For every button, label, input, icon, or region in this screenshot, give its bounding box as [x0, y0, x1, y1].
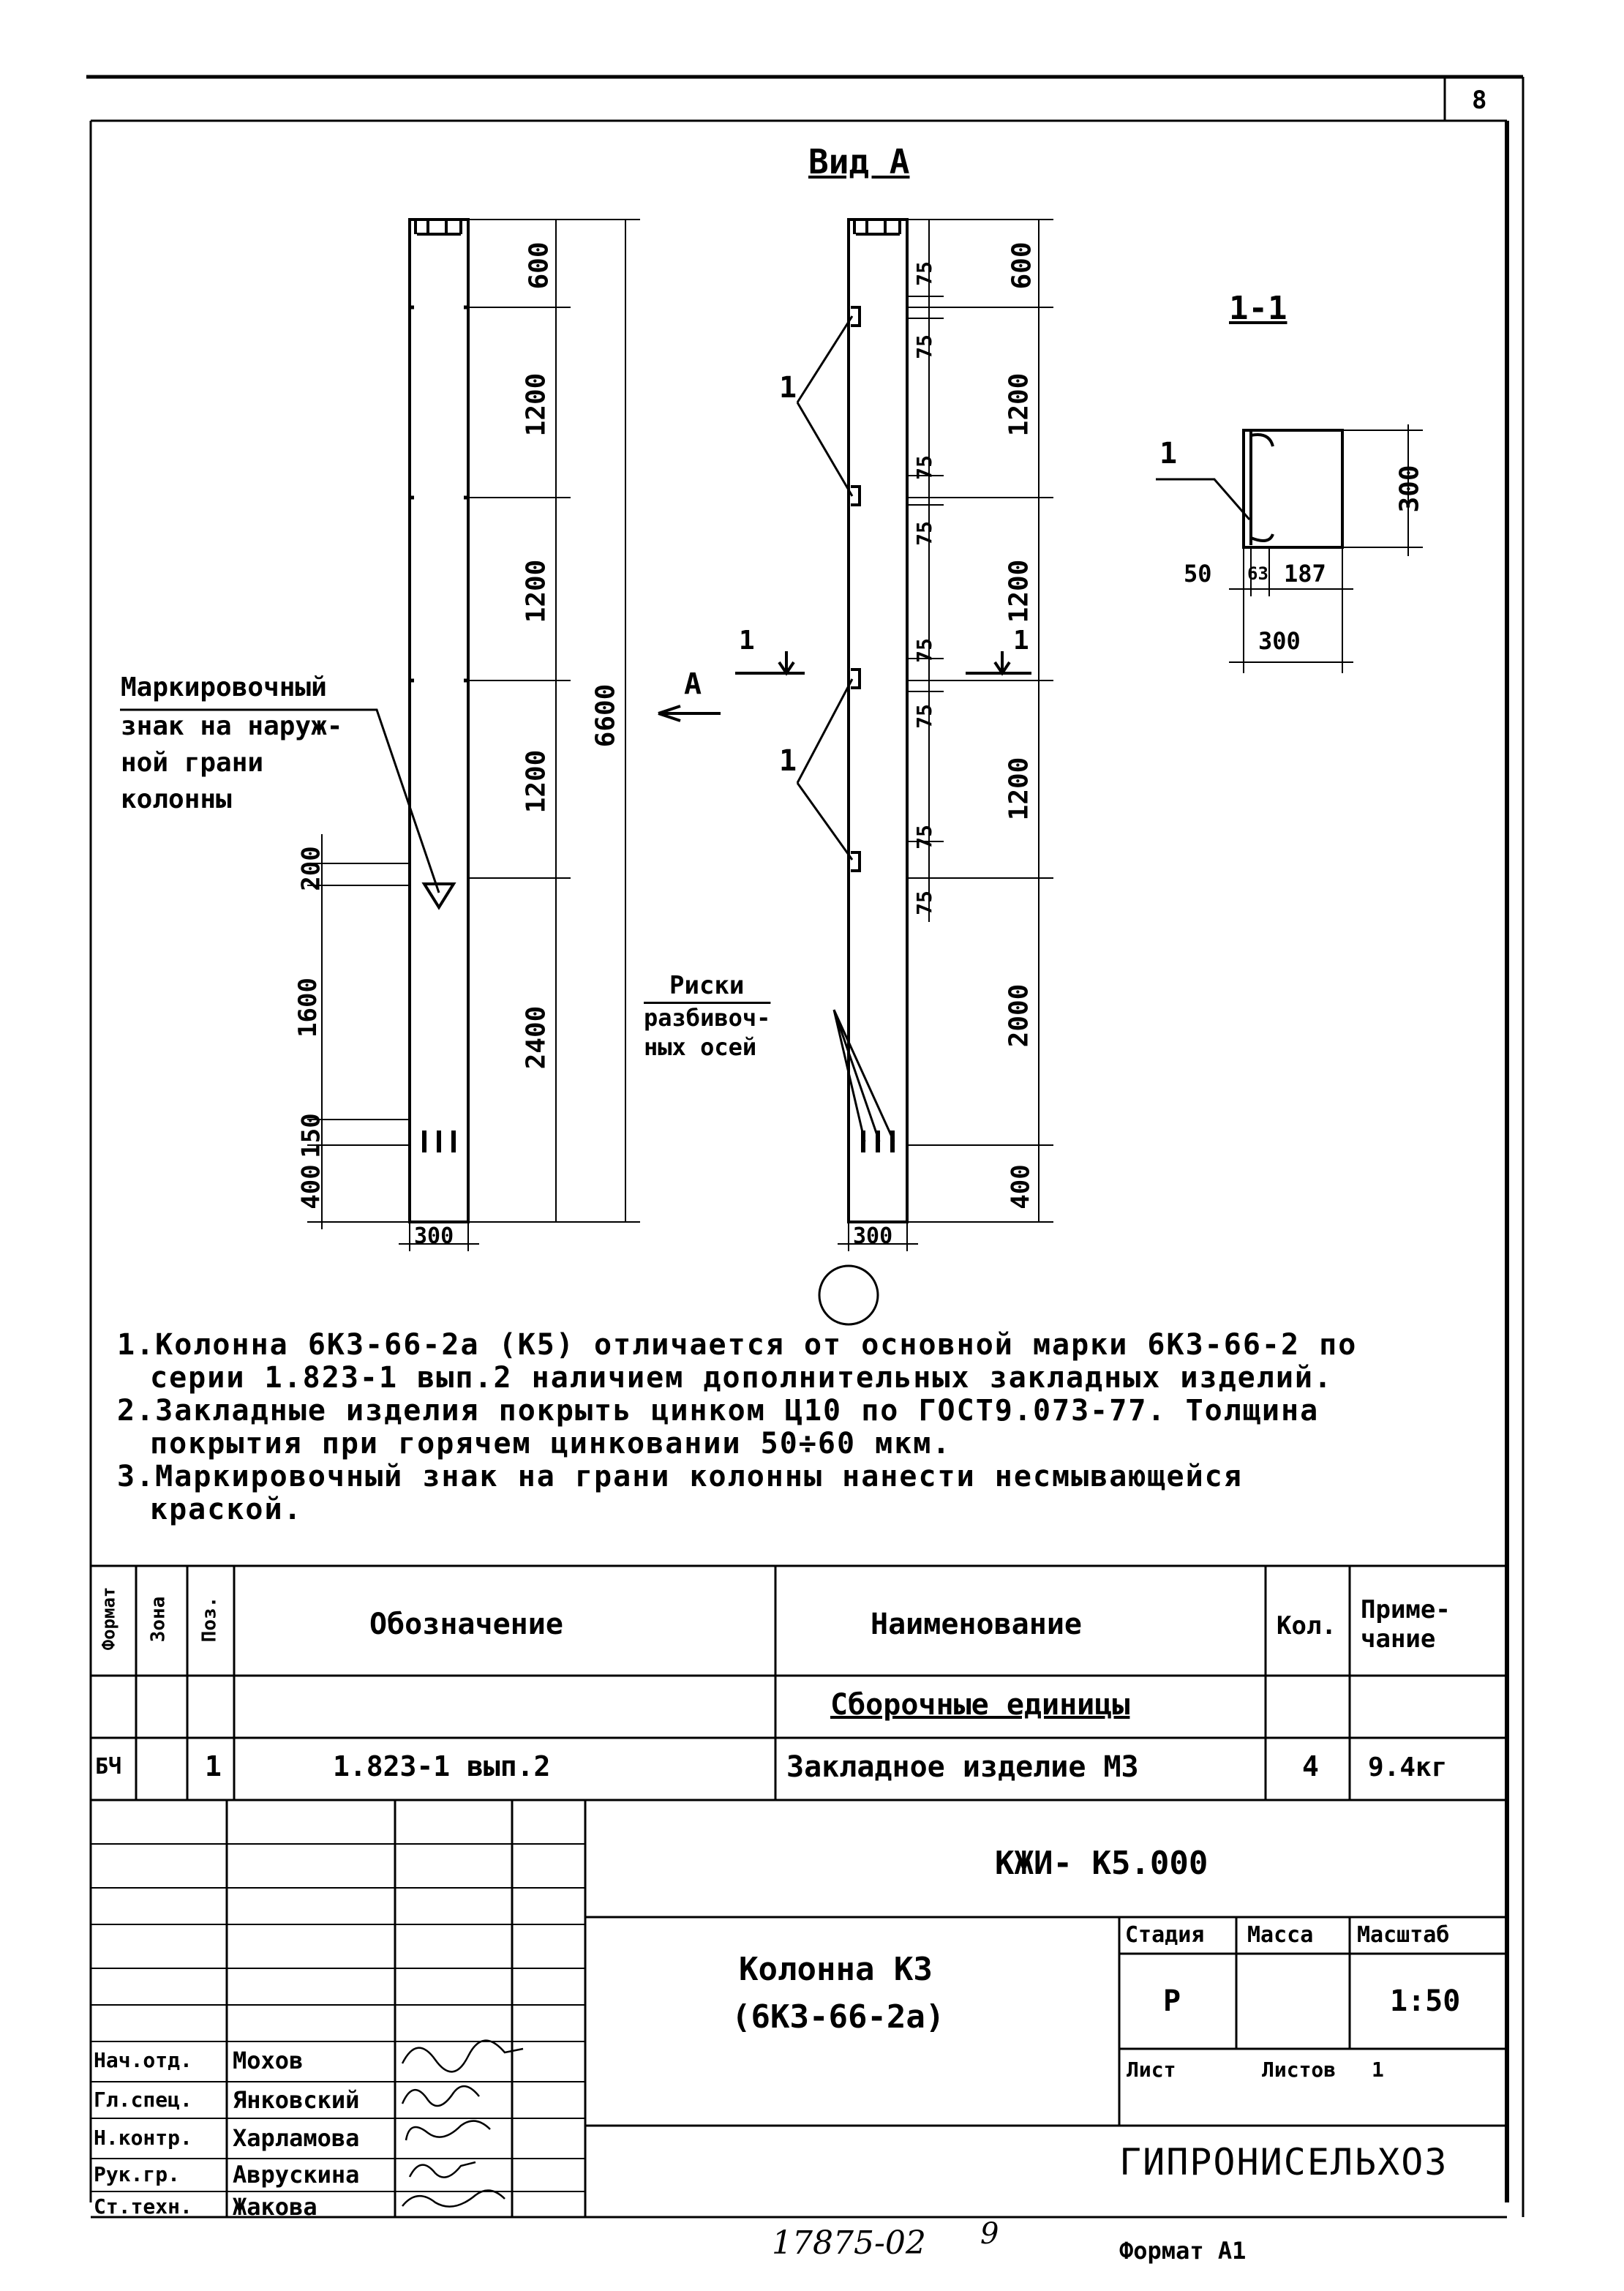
right-dim-75-h: 75 [911, 890, 936, 915]
left-dim-1200-c: 1200 [521, 749, 552, 814]
page-number: 9 [980, 2217, 999, 2251]
row-format: БЧ [95, 1754, 122, 1780]
row-note: 9.4кг [1368, 1752, 1448, 1782]
right-dim-75-d: 75 [911, 521, 936, 546]
note-2-line1: 2.Закладные изделия покрыть цинком Ц10 по ГОСТ9.073-77. Толщина [117, 1394, 1320, 1428]
row-qty: 4 [1302, 1750, 1319, 1782]
pos-one-upper: 1 [779, 371, 797, 405]
sheet-number: 8 [1472, 86, 1487, 115]
section-height: 300 [1394, 465, 1425, 513]
right-dim-75-f: 75 [911, 704, 936, 729]
sig-role-1: Нач.отд. [94, 2048, 192, 2072]
row-name: Закладное изделие М3 [786, 1750, 1139, 1784]
right-width: 300 [853, 1223, 893, 1249]
view-arrow-label: А [684, 667, 702, 701]
section-pos-one: 1 [1159, 437, 1178, 470]
section-dim-63: 63 [1247, 563, 1268, 584]
sig-name-5: Жакова [233, 2193, 317, 2221]
mass-label: Масса [1247, 1922, 1314, 1948]
risks-line3: ных осей [644, 1033, 757, 1061]
right-dim-1200-c: 1200 [1004, 757, 1034, 821]
header-pos: Поз. [198, 1596, 221, 1643]
sig-role-3: Н.контр. [94, 2126, 192, 2150]
right-dim-75-c: 75 [911, 455, 936, 480]
left-dim-overall: 6600 [590, 683, 621, 748]
item-mark: (6К3-66-2а) [732, 1998, 945, 2036]
document-code: КЖИ- К5.000 [995, 1845, 1208, 1882]
sig-name-1: Мохов [233, 2047, 304, 2074]
sig-name-4: Аврускина [233, 2161, 360, 2189]
marking-sign-line4: колонны [121, 784, 232, 814]
left-dim-1200-b: 1200 [521, 559, 552, 623]
sig-role-2: Гл.спец. [94, 2088, 192, 2112]
left-width: 300 [414, 1223, 454, 1249]
section-header-assembly: Сборочные единицы [830, 1688, 1130, 1722]
item-name: Колонна К3 [739, 1951, 933, 1988]
left-dim-200: 200 [296, 846, 326, 891]
marking-sign-line1: Маркировочный [121, 672, 327, 702]
left-dim-1200-a: 1200 [521, 372, 552, 437]
sig-name-3: Харламова [233, 2124, 360, 2152]
left-dim-400: 400 [296, 1164, 326, 1210]
right-dim-2000: 2000 [1004, 983, 1034, 1048]
row-pos: 1 [205, 1750, 222, 1782]
risks-line1: Риски [669, 971, 745, 1000]
risks-line2: разбивоч- [644, 1004, 771, 1032]
marking-sign-line3: ной грани [121, 748, 264, 778]
cut-mark-right: 1 [1013, 626, 1029, 656]
scale-label: Масштаб [1357, 1922, 1450, 1948]
inventory-number: 17875-02 [772, 2224, 926, 2262]
sig-role-4: Рук.гр. [94, 2162, 181, 2186]
right-dim-75-a: 75 [911, 261, 936, 286]
marking-sign-line2: знак на наруж- [121, 711, 343, 741]
section-title: 1-1 [1229, 290, 1287, 327]
view-title: Вид А [808, 142, 910, 181]
left-dim-1600: 1600 [293, 978, 323, 1038]
left-dim-150: 150 [296, 1113, 326, 1158]
handwritten-signatures [395, 2034, 527, 2210]
stage-value: Р [1163, 1984, 1181, 2018]
sheets-label: Листов [1262, 2058, 1337, 2082]
right-dim-400: 400 [1006, 1164, 1036, 1210]
section-dim-50: 50 [1184, 560, 1212, 588]
sheet-label: Лист [1127, 2058, 1176, 2082]
note-3-line1: 3.Маркировочный знак на грани колонны нанести несмывающейся [117, 1460, 1243, 1493]
right-dim-75-g: 75 [911, 825, 936, 850]
left-dim-600: 600 [524, 241, 555, 290]
header-qty: Кол. [1277, 1611, 1337, 1641]
right-dim-600: 600 [1007, 241, 1037, 290]
right-dim-1200-a: 1200 [1004, 372, 1034, 437]
sig-role-5: Ст.техн. [94, 2194, 192, 2219]
row-designation: 1.823-1 вып.2 [333, 1750, 551, 1782]
header-name: Наименование [871, 1608, 1082, 1641]
header-format: Формат [98, 1586, 119, 1651]
note-2-line2: покрытия при горячем цинковании 50÷60 мкм. [150, 1427, 952, 1461]
header-note: Приме- чание [1361, 1595, 1451, 1654]
sheets-value: 1 [1372, 2058, 1384, 2082]
pos-one-lower: 1 [779, 744, 797, 778]
note-1-line2: серии 1.823-1 вып.2 наличием дополнительных закладных изделий. [150, 1361, 1334, 1395]
left-dim-2400: 2400 [521, 1005, 552, 1070]
header-designation: Обозначение [369, 1608, 563, 1641]
note-3-line2: краской. [150, 1493, 303, 1526]
right-dim-75-b: 75 [911, 334, 936, 359]
header-zone: Зона [147, 1596, 170, 1643]
right-dim-75-e: 75 [911, 638, 936, 663]
right-dim-1200-b: 1200 [1004, 559, 1034, 623]
cut-mark-left: 1 [739, 626, 755, 656]
organization: ГИПРОНИСЕЛЬХОЗ [1119, 2141, 1448, 2183]
section-dim-187: 187 [1284, 560, 1326, 588]
section-total: 300 [1258, 627, 1301, 655]
format-label: Формат А1 [1119, 2237, 1247, 2265]
sig-name-2: Янковский [233, 2086, 360, 2114]
note-1-line1: 1.Колонна 6К3-66-2а (К5) отличается от основной марки 6К3-66-2 по [117, 1328, 1358, 1362]
stage-label: Стадия [1125, 1922, 1205, 1948]
scale-value: 1:50 [1390, 1984, 1461, 2018]
